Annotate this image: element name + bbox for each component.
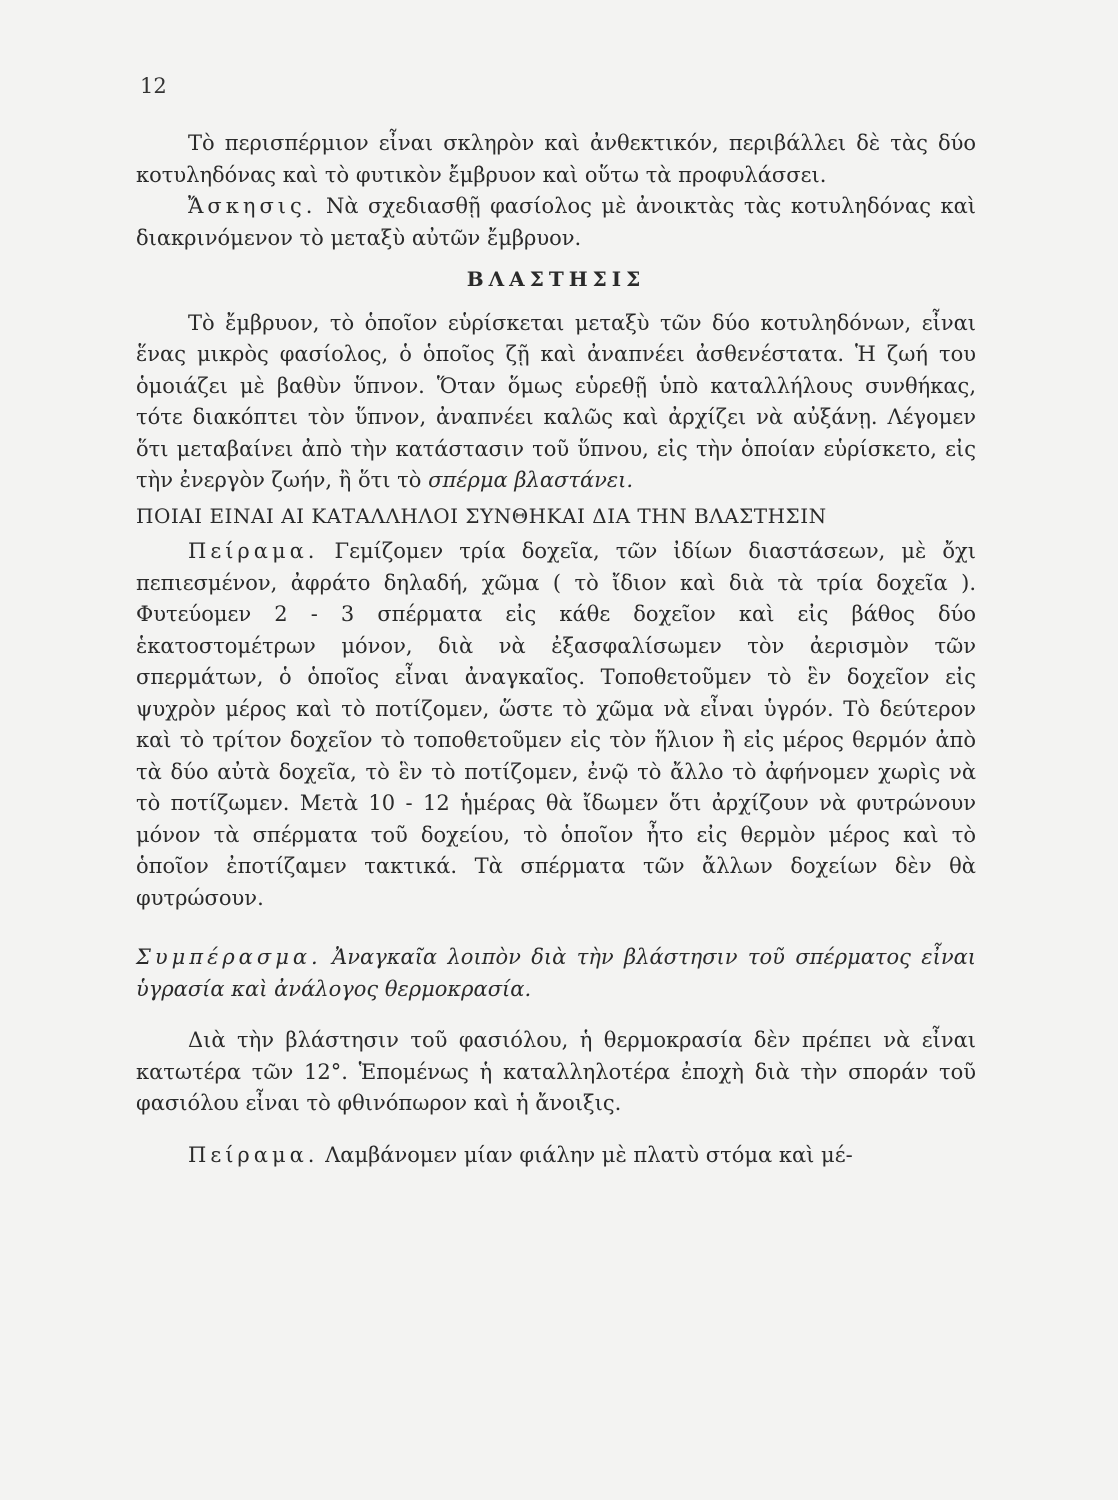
paragraph-embryo bbox=[136, 308, 976, 497]
experiment-1-text: Γεμίζομεν τρία δοχεῖα, τῶν ἰδίων διαστάσεων, μὲ ὄχι πεπιεσμένον, ἀφράτο δηλαδή, χῶμα ( τὸ ἴδιον καὶ διὰ τὰ τρία δοχεῖα ). Φυτεύομεν 2 - 3 σπέρματα εἰς κάθε δοχεῖον καὶ εἰς βάθος δύο ἑκατοστομέτρων μόνον, διὰ νὰ ἐξασφαλίσωμεν τὸν ἀερισμὸν τῶν σπερμάτων, ὁ ὁποῖος εἶναι ἀναγκαῖος. Τοποθετοῦμεν τὸ ἓν δοχεῖον εἰς ψυχρὸν μέρος καὶ τὸ ποτίζομεν, ὥστε τὸ χῶμα νὰ εἶναι ὑγρόν. Τὸ δεύτερον καὶ τὸ τρίτον δοχεῖον τὸ τοποθετοῦμεν εἰς τὸν ἥλιον ἢ εἰς μέρος θερμόν ἀπὸ τὰ δύο αὐτὰ δοχεῖα, τὸ ἓν τὸ ποτίζομεν, ἐνῷ τὸ ἄλλο τὸ ἀφήνομεν χωρὶς νὰ τὸ ποτίζωμεν. Μετὰ 10 - 12 ἡμέρας θὰ ἴδωμεν ὅτι ἀρχίζουν νὰ φυτρώνουν μόνον τὰ σπέρματα τοῦ δοχείου, τὸ ὁποῖον ἦτο εἰς θερμὸν μέρος καὶ τὸ ὁποῖον ἐποτίζαμεν τακτικά. Τὰ σπέρματα τῶν ἄλλων δοχείων δὲν θὰ φυτρώσουν. bbox=[136, 539, 976, 910]
page-number: 12 bbox=[140, 74, 167, 98]
paragraph-experiment-2 bbox=[136, 1140, 976, 1172]
askisis-text: Νὰ σχεδιασθῇ φασίολος μὲ ἀνοικτὰς τὰς κοτυληδόνας καὶ διακρινόμενον τὸ μεταξὺ αὐτῶν ἔμβρυον. bbox=[136, 194, 976, 250]
conclusion-label: Συμπέρασμα. bbox=[136, 945, 322, 969]
embryo-italic-text: σπέρμα βλαστάνει. bbox=[428, 468, 634, 492]
body-text bbox=[136, 128, 976, 1171]
askisis-label: Ἄσκησις. bbox=[188, 194, 317, 218]
paragraph-temperature: Διὰ τὴν βλάστησιν τοῦ φασιόλου, ἡ θερμοκρασία δὲν πρέπει νὰ εἶναι κατωτέρα τῶν 12°. Ἑπομένως ἡ καταλληλοτέρα ἐποχὴ διὰ τὴν σποράν τοῦ φασιόλου εἶναι τὸ φθινόπωρον καὶ ἡ ἄνοιξις. bbox=[136, 1028, 976, 1115]
experiment-2-label: Πείραμα. bbox=[188, 1142, 319, 1167]
embryo-text: Τὸ ἔμβρυον, τὸ ὁποῖον εὑρίσκεται μεταξὺ τῶν δύο κοτυληδόνων, εἶναι ἕνας μικρὸς φασίολος, ὁ ὁποῖος ζῇ καὶ ἀναπνέει ἀσθενέστατα. Ἡ ζωή του ὁμοιάζει μὲ βαθὺν ὕπνον. Ὅταν ὅμως εὑρεθῇ ὑπὸ καταλλήλους συνθήκας, τότε διακόπτει τὸν ὕπνον, ἀναπνέει καλῶς καὶ ἀρχίζει νὰ αὐξάνῃ. Λέγομεν ὅτι μεταβαίνει ἀπὸ τὴν κατάστασιν τοῦ ὕπνου, εἰς τὴν ὁποίαν εὑρίσκετο, εἰς τὴν ἐνεργὸν ζωήν, ἢ ὅτι τὸ bbox=[136, 310, 976, 492]
experiment-2-text: Λαμβάνομεν μίαν φιάλην μὲ πλατὺ στόμα καὶ μέ- bbox=[318, 1142, 853, 1167]
paragraph-askisis bbox=[136, 191, 976, 254]
heading-conditions: ΠΟΙΑΙ ΕΙΝΑΙ ΑΙ ΚΑΤΑΛΛΗΛΟΙ ΣΥΝΘΗΚΑΙ ΔΙΑ ΤΗΝ ΒΛΑΣΤΗΣΙΝ bbox=[136, 503, 827, 528]
experiment-1-label: Πείραμα. bbox=[188, 539, 319, 563]
conclusion-text: Ἀναγκαῖα λοιπὸν διὰ τὴν βλάστησιν τοῦ σπέρματος εἶναι ὑγρασία καὶ ἀνάλογος θερμοκρασία. bbox=[136, 945, 976, 1001]
paragraph-perispermion: Τὸ περισπέρμιον εἶναι σκληρὸν καὶ ἀνθεκτικόν, περιβάλλει δὲ τὰς δύο κοτυληδόνας καὶ τὸ φυτικὸν ἔμβρυον καὶ οὕτω τὰ προφυλάσσει. bbox=[136, 131, 976, 187]
paragraph-conclusion bbox=[136, 942, 976, 1005]
paragraph-experiment-1 bbox=[136, 536, 976, 914]
heading-vlastisis: ΒΛΑΣΤΗΣΙΣ bbox=[466, 267, 646, 291]
